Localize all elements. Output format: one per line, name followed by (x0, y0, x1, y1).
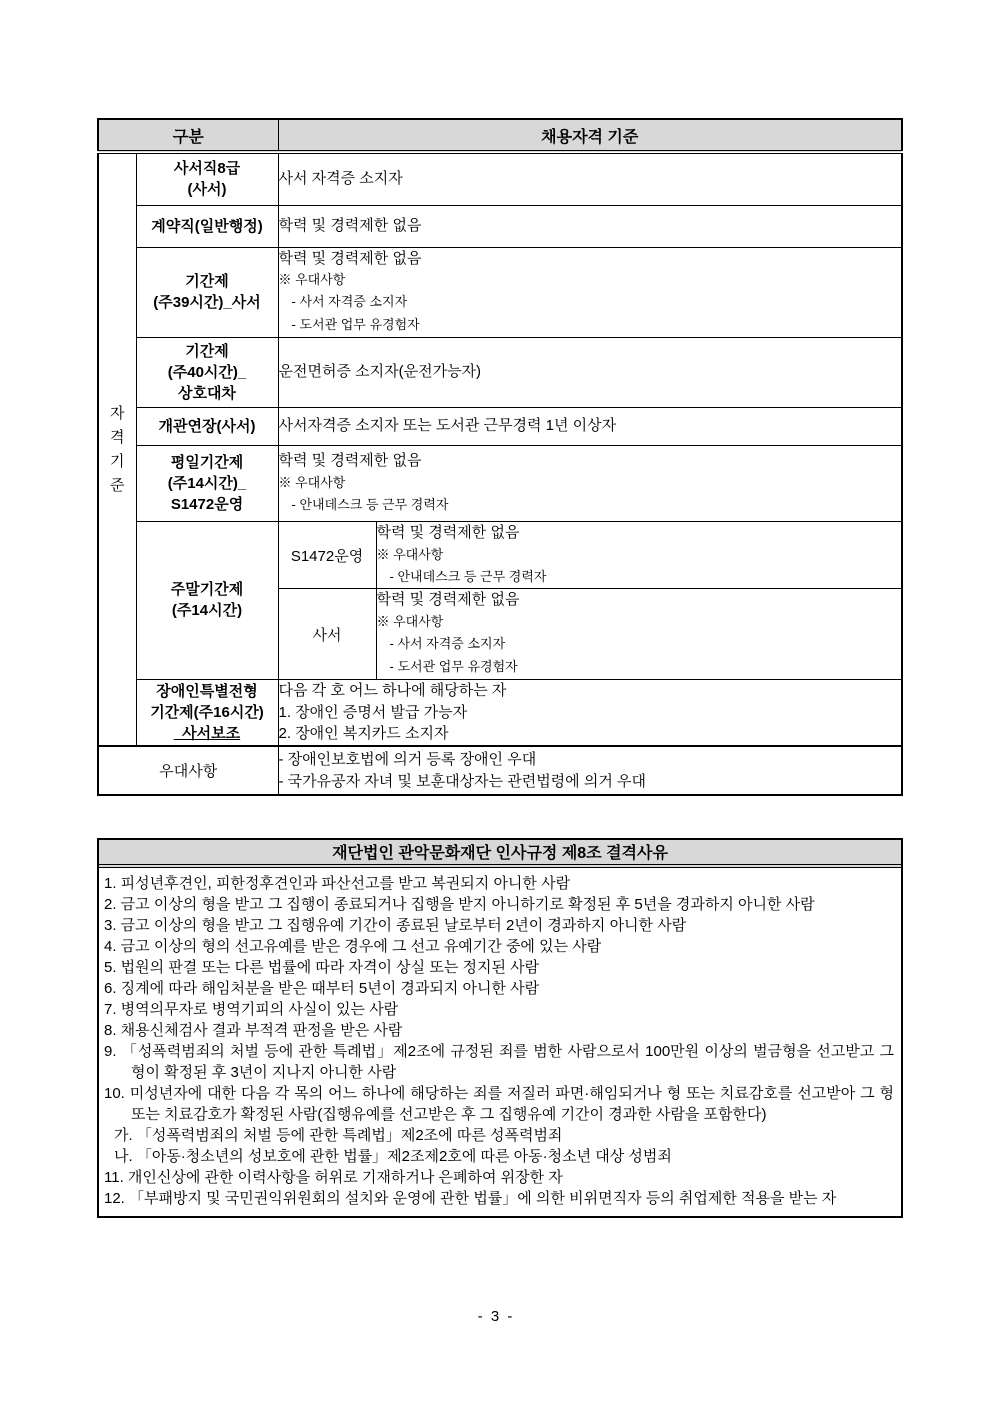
list-item: 3. 금고 이상의 형을 받고 그 집행유예 기간이 종료된 날로부터 2년이 경과하지 아니한 사람 (104, 917, 687, 934)
table-row (98, 247, 902, 337)
criteria-cell: 학력 및 경력제한 없음 ※ 우대사항 - 사서 자격증 소지자 - 도서관 업무 유경험자 (278, 247, 902, 337)
page-number: - 3 - (477, 1308, 515, 1325)
criteria-cell: 학력 및 경력제한 없음 ※ 우대사항 - 안내데스크 등 근무 경력자 (376, 521, 902, 589)
position-label: 장애인특별전형 기간제(주16시간) _사서보조 (136, 679, 278, 746)
position-label: 사서직8급 (사서) (136, 152, 278, 205)
qual-side-label: 자 격 기 준 (98, 152, 136, 746)
criteria-cell: 사서자격증 소지자 또는 도서관 근무경력 1년 이상자 (278, 407, 902, 445)
criteria-cell: 사서 자격증 소지자 (278, 152, 902, 205)
preference-label: 우대사항 (98, 746, 278, 795)
position-label: 기간제 (주39시간)_사서 (136, 247, 278, 337)
table-row (98, 152, 902, 205)
table-row (98, 337, 902, 407)
list-item: 6. 징계에 따라 해임처분을 받은 때부터 5년이 경과되지 아니한 사람 (104, 980, 540, 997)
disqualification-body (99, 868, 901, 1216)
list-item: 9. 「성폭력범죄의 처벌 등에 관한 특례법」제2조에 규정된 죄를 범한 사람으로서 100만원 이상의 벌금형을 선고받고 그 형이 확정된 후 3년이 지나지 아니한 사람 (104, 1043, 894, 1081)
qual-header-row (98, 119, 902, 152)
table-row (98, 445, 902, 521)
table-row (98, 407, 902, 445)
list-item: 1. 피성년후견인, 피한정후견인과 파산선고를 받고 복권되지 아니한 사람 (104, 875, 571, 892)
position-label: 기간제 (주40시간)_ 상호대차 (136, 337, 278, 407)
list-sub-item: 가. 「성폭력범죄의 처벌 등에 관한 특례법」제2조에 따른 성폭력범죄 (114, 1127, 563, 1144)
position-label: 개관연장(사서) (136, 407, 278, 445)
position-label: 주말기간제 (주14시간) (136, 521, 278, 679)
table-row (98, 521, 902, 589)
preference-content: - 장애인보호법에 의거 등록 장애인 우대 - 국가유공자 자녀 및 보훈대상자는 관련법령에 의거 우대 (278, 746, 902, 795)
list-item: 2. 금고 이상의 형을 받고 그 집행이 종료되거나 집행을 받지 아니하기로 확정된 후 5년을 경과하지 아니한 사람 (104, 896, 815, 913)
criteria-cell: 학력 및 경력제한 없음 (278, 205, 902, 247)
qual-header-criteria: 채용자격 기준 (278, 119, 902, 152)
list-item: 8. 채용신체검사 결과 부적격 판정을 받은 사람 (104, 1022, 403, 1039)
list-item: 5. 법원의 판결 또는 다른 법률에 따라 자격이 상실 또는 정지된 사람 (104, 959, 540, 976)
list-item: 10. 미성년자에 대한 다음 각 목의 어느 하나에 해당하는 죄를 저질러 파면·해임되거나 형 또는 치료감호를 선고받아 그 형 또는 치료감호가 확정된 사람(집행유예를 선고받은 후 그 집행유예 기간이 경과한 사람을 포함한다) (104, 1085, 894, 1123)
sub-position-label: S1472운영 (278, 521, 376, 589)
position-label: 계약직(일반행정) (136, 205, 278, 247)
list-item: 4. 금고 이상의 형의 선고유예를 받은 경우에 그 선고 유예기간 중에 있는 사람 (104, 938, 602, 955)
disqualification-title: 재단법인 관악문화재단 인사규정 제8조 결격사유 (99, 840, 901, 868)
sub-position-label: 사서 (278, 589, 376, 679)
criteria-cell: 학력 및 경력제한 없음 ※ 우대사항 - 안내데스크 등 근무 경력자 (278, 445, 902, 521)
preference-row (98, 746, 902, 795)
list-item: 7. 병역의무자로 병역기피의 사실이 있는 사람 (104, 1001, 399, 1018)
list-item: 12. 「부패방지 및 국민권익위원회의 설치와 운영에 관한 법률」에 의한 비위면직자 등의 취업제한 적용을 받는 자 (104, 1190, 837, 1207)
position-label: 평일기간제 (주14시간)_ S1472운영 (136, 445, 278, 521)
qualification-table (97, 118, 903, 796)
criteria-cell: 다음 각 호 어느 하나에 해당하는 자 1. 장애인 증명서 발급 가능자 2. 장애인 복지카드 소지자 (278, 679, 902, 746)
table-row (98, 205, 902, 247)
list-item: 11. 개인신상에 관한 이력사항을 허위로 기재하거나 은폐하여 위장한 자 (104, 1169, 563, 1186)
table-row (98, 679, 902, 746)
disqualification-table (97, 838, 903, 1218)
list-sub-item: 나. 「아동·청소년의 성보호에 관한 법률」제2조제2호에 따른 아동·청소년 대상 성범죄 (114, 1148, 672, 1165)
criteria-cell: 운전면허증 소지자(운전가능자) (278, 337, 902, 407)
qual-header-category: 구분 (98, 119, 278, 152)
criteria-cell: 학력 및 경력제한 없음 ※ 우대사항 - 사서 자격증 소지자 - 도서관 업무 유경험자 (376, 589, 902, 679)
